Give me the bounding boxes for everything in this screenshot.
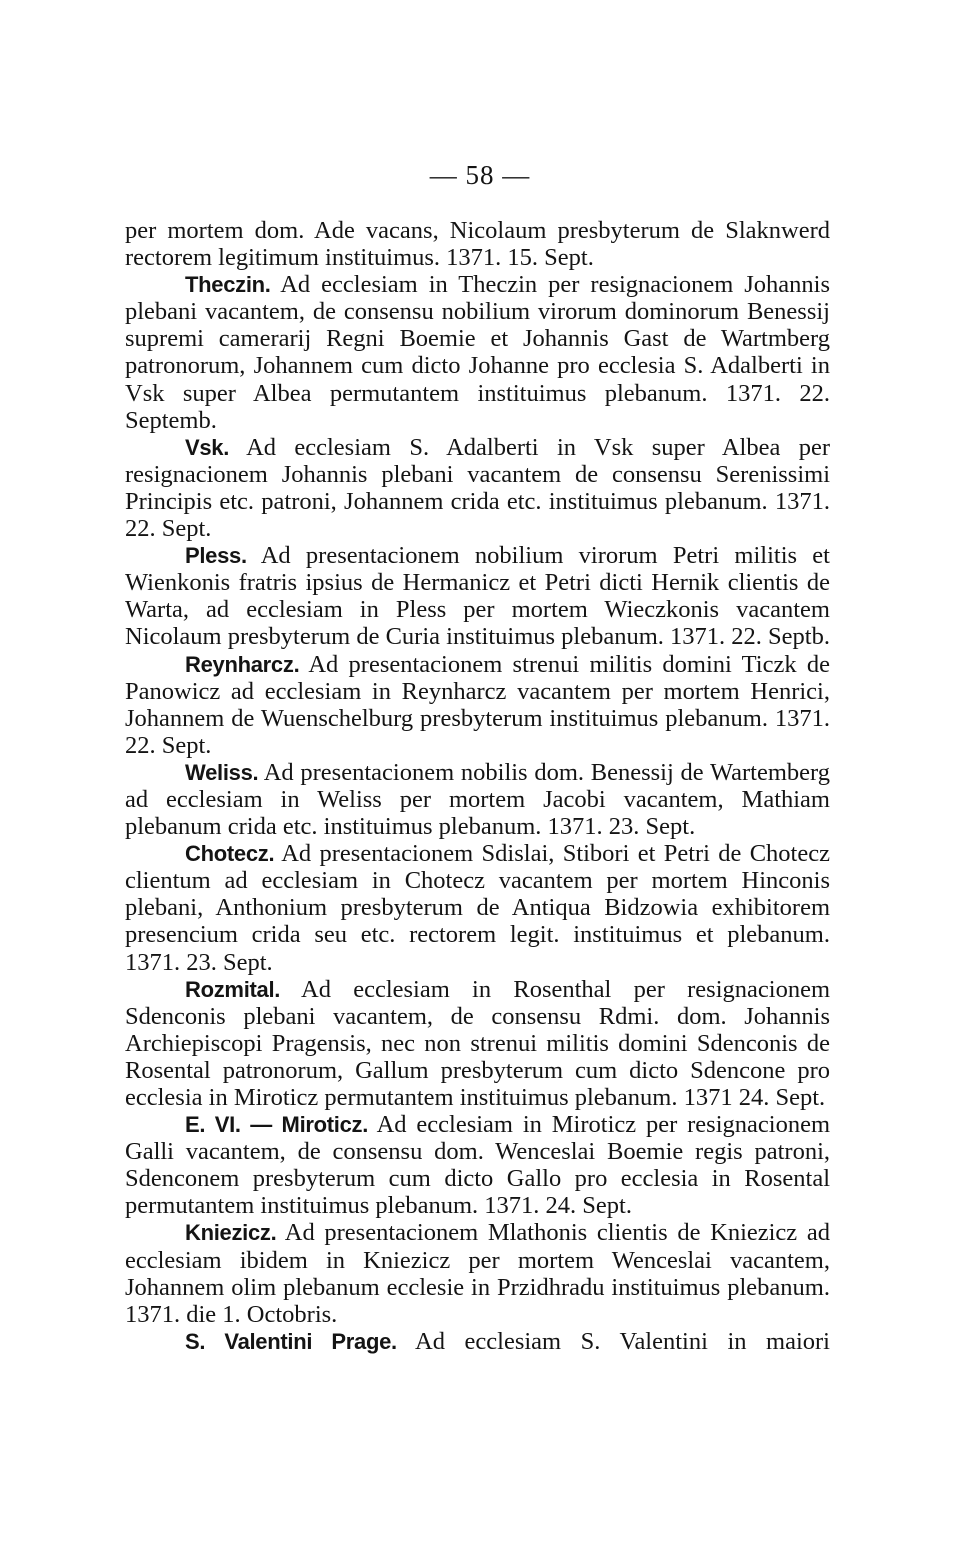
entry-text: Ad ecclesiam S. Adalberti in Vsk super Albea per resignacionem Johannis plebani vacantem de consensu Serenissimi Principis etc. patroni, Johannem crida etc. instituimus plebanum. 1371. 22. Sept. — [125, 433, 830, 543]
entry-heading: Chotecz. — [185, 841, 275, 867]
entry-heading: E. VI. — Miroticz. — [185, 1112, 369, 1138]
entry-pless — [125, 542, 830, 650]
entry-rozmital — [125, 976, 830, 1111]
entry-text: Ad ecclesiam in Miroticz per resignacionem Galli vacantem, de consensu dom. Wenceslai Boemie regis patroni, Sdenconem presbyterum cum dicto Gallo pro ecclesia in Rosental permutantem instituimus plebanum. 1371. 24. Sept. — [125, 1111, 830, 1220]
entry-reynharcz — [125, 651, 830, 759]
entry-miroticz — [125, 1111, 830, 1219]
entry-weliss — [125, 759, 830, 840]
entry-heading: Theczin. — [185, 272, 271, 298]
entry-continuation — [125, 217, 830, 271]
entry-text: Ad ecclesiam S. Valentini in maiori — [396, 1327, 830, 1355]
entry-s-valentini — [125, 1328, 830, 1355]
entry-heading: Vsk. — [185, 434, 230, 460]
entry-vsk — [125, 434, 830, 542]
entry-heading: S. Valentini Prage. — [185, 1328, 397, 1354]
entry-text: per mortem dom. Ade vacans, Nicolaum presbyterum de Slaknwerd rectorem legitimum instituimus. 1371. 15. Sept. — [125, 217, 830, 272]
entry-heading: Kniezicz. — [185, 1220, 277, 1246]
entry-text: Ad presentacionem nobilis dom. Benessij de Wartemberg ad ecclesiam in Weliss per mortem Jacobi vacantem, Mathiam plebanum crida etc. instituimus plebanum. 1371. 23. Sept. — [125, 758, 830, 841]
entry-text: Ad ecclesiam in Rosenthal per resignacionem Sdenconis plebani vacantem, de consensu Rdmi. dom. Johannis Archiepiscopi Pragensis, nec non strenui militis domini Sdenconis de Rosental patronorum, Gallum presbyterum cum dicto Sdencone pro ecclesia in Miroticz permutantem instituimus plebanum. 1371 24. Sept. — [125, 975, 830, 1111]
document-body — [125, 217, 830, 1355]
entry-heading: Pless. — [185, 543, 247, 569]
entry-text: Ad ecclesiam in Theczin per resignacionem Johannis plebani vacantem, de consensu nobilium virorum dominorum Benessij supremi camerarij Regni Boemie et Johannis Gast de Wartmberg patronorum, Johannem cum dicto Johanne pro ecclesia S. Adalberti in Vsk super Albea permutantem instituimus plebanum. 1371. 22. Septemb. — [125, 271, 830, 434]
entry-text: Ad presentacionem Sdislai, Stibori et Petri de Chotecz clientum ad ecclesiam in Chotecz vacantem per mortem Hinconis plebani, Anthonium presbyterum de Antiqua Bidzowia exhibitorem presencium crida seu etc. rectorem legit. instituimus et plebanum. 1371. 23. Sept. — [125, 840, 830, 976]
entry-text: Ad presentacionem nobilium virorum Petri militis et Wienkonis fratris ipsius de Hermanicz et Petri dicti Hernik clientis de Warta, ad ecclesiam in Pless per mortem Wieczkonis vacantem Nicolaum presbyterum de Curia instituimus plebanum. 1371. 22. Septb. — [125, 542, 830, 651]
entry-theczin — [125, 271, 830, 434]
entry-heading: Reynharcz. — [185, 651, 300, 677]
entry-heading: Rozmital. — [185, 976, 281, 1002]
entry-heading: Weliss. — [185, 759, 259, 785]
page-number: — 58 — — [429, 160, 531, 190]
entry-text: Ad presentacionem Mlathonis clientis de Kniezicz ad ecclesiam ibidem in Kniezicz per mortem Wenceslai vacantem, Johannem olim plebanum ecclesie in Przidhradu instituimus plebanum. 1371. die 1. Octobris. — [125, 1219, 830, 1328]
entry-text: Ad presentacionem strenui militis domini Ticzk de Panowicz ad ecclesiam in Reynharcz vacantem per mortem Henrici, Johannem de Wuenschelburg presbyterum instituimus plebanum. 1371. 22. Sept. — [125, 650, 830, 759]
entry-chotecz — [125, 840, 830, 975]
entry-kniezicz — [125, 1219, 830, 1327]
